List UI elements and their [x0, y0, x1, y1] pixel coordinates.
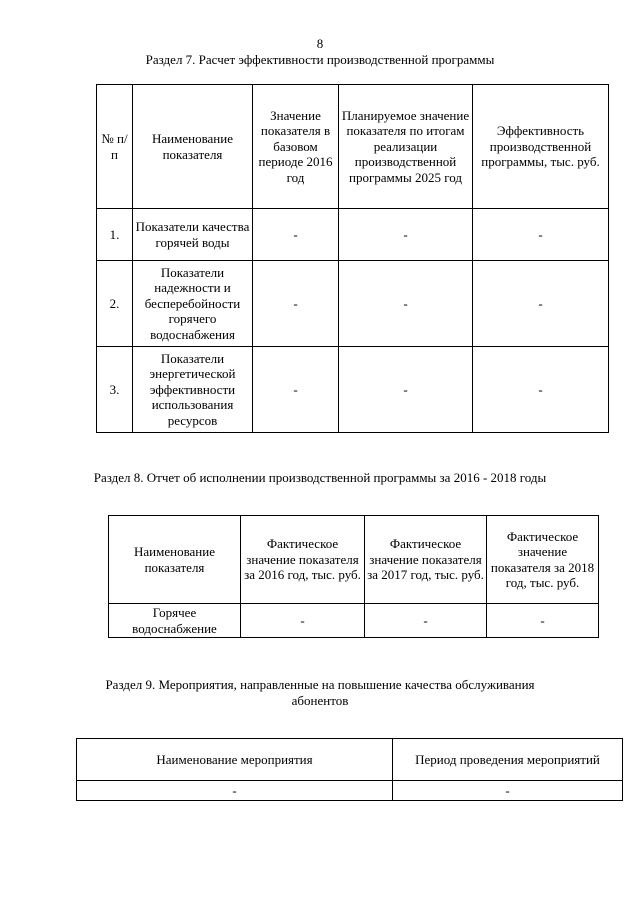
- section-8-title: Раздел 8. Отчет об исполнении производственной программы за 2016 - 2018 годы: [93, 470, 547, 485]
- table-row: [97, 347, 609, 433]
- header-base-value: Значение показателя в базовом периоде 2016 год: [253, 85, 339, 209]
- row-planned-value: -: [339, 261, 473, 347]
- header-planned-value: Планируемое значение показателя по итогам реализации производственной программы 2025 год: [339, 85, 473, 209]
- header-efficiency: Эффективность производственной программы, тыс. руб.: [473, 85, 609, 209]
- row-base-value: -: [253, 347, 339, 433]
- section-7-title: Раздел 7. Расчет эффективности производственной программы: [145, 52, 495, 67]
- table-row: [77, 781, 623, 801]
- page-number: 8: [316, 36, 324, 51]
- row-efficiency: -: [473, 347, 609, 433]
- header-indicator-name: Наименование показателя: [109, 516, 241, 604]
- header-2017-value: Фактическое значение показателя за 2017 год, тыс. руб.: [365, 516, 487, 604]
- header-activity-name: Наименование мероприятия: [77, 739, 393, 781]
- row-base-value: -: [253, 261, 339, 347]
- row-2017-value: -: [365, 604, 487, 638]
- header-2018-value: Фактическое значение показателя за 2018 год, тыс. руб.: [487, 516, 599, 604]
- table-header-row: [77, 739, 623, 781]
- row-number: 3.: [97, 347, 133, 433]
- row-activity-name: -: [77, 781, 393, 801]
- table-row: [97, 261, 609, 347]
- header-2016-value: Фактическое значение показателя за 2016 год, тыс. руб.: [241, 516, 365, 604]
- row-2016-value: -: [241, 604, 365, 638]
- row-efficiency: -: [473, 209, 609, 261]
- row-base-value: -: [253, 209, 339, 261]
- row-indicator-name: Показатели энергетической эффективности использования ресурсов: [133, 347, 253, 433]
- row-indicator-name: Показатели качества горячей воды: [133, 209, 253, 261]
- section-8-table: [108, 515, 599, 638]
- row-indicator-name: Горячее водоснабжение: [109, 604, 241, 638]
- row-activity-period: -: [393, 781, 623, 801]
- header-number: № п/п: [97, 85, 133, 209]
- header-activity-period: Период проведения мероприятий: [393, 739, 623, 781]
- row-planned-value: -: [339, 209, 473, 261]
- header-indicator-name: Наименование показателя: [133, 85, 253, 209]
- row-efficiency: -: [473, 261, 609, 347]
- section-7-table: [96, 84, 609, 433]
- row-indicator-name: Показатели надежности и бесперебойности горячего водоснабжения: [133, 261, 253, 347]
- table-row: [97, 209, 609, 261]
- row-number: 1.: [97, 209, 133, 261]
- section-9-title-line-2: абонентов: [291, 693, 349, 708]
- table-header-row: [97, 85, 609, 209]
- section-9-table: [76, 738, 623, 801]
- table-header-row: [109, 516, 599, 604]
- row-2018-value: -: [487, 604, 599, 638]
- row-number: 2.: [97, 261, 133, 347]
- row-planned-value: -: [339, 347, 473, 433]
- table-row: [109, 604, 599, 638]
- section-9-title-line-1: Раздел 9. Мероприятия, направленные на повышение качества обслуживания: [105, 677, 535, 692]
